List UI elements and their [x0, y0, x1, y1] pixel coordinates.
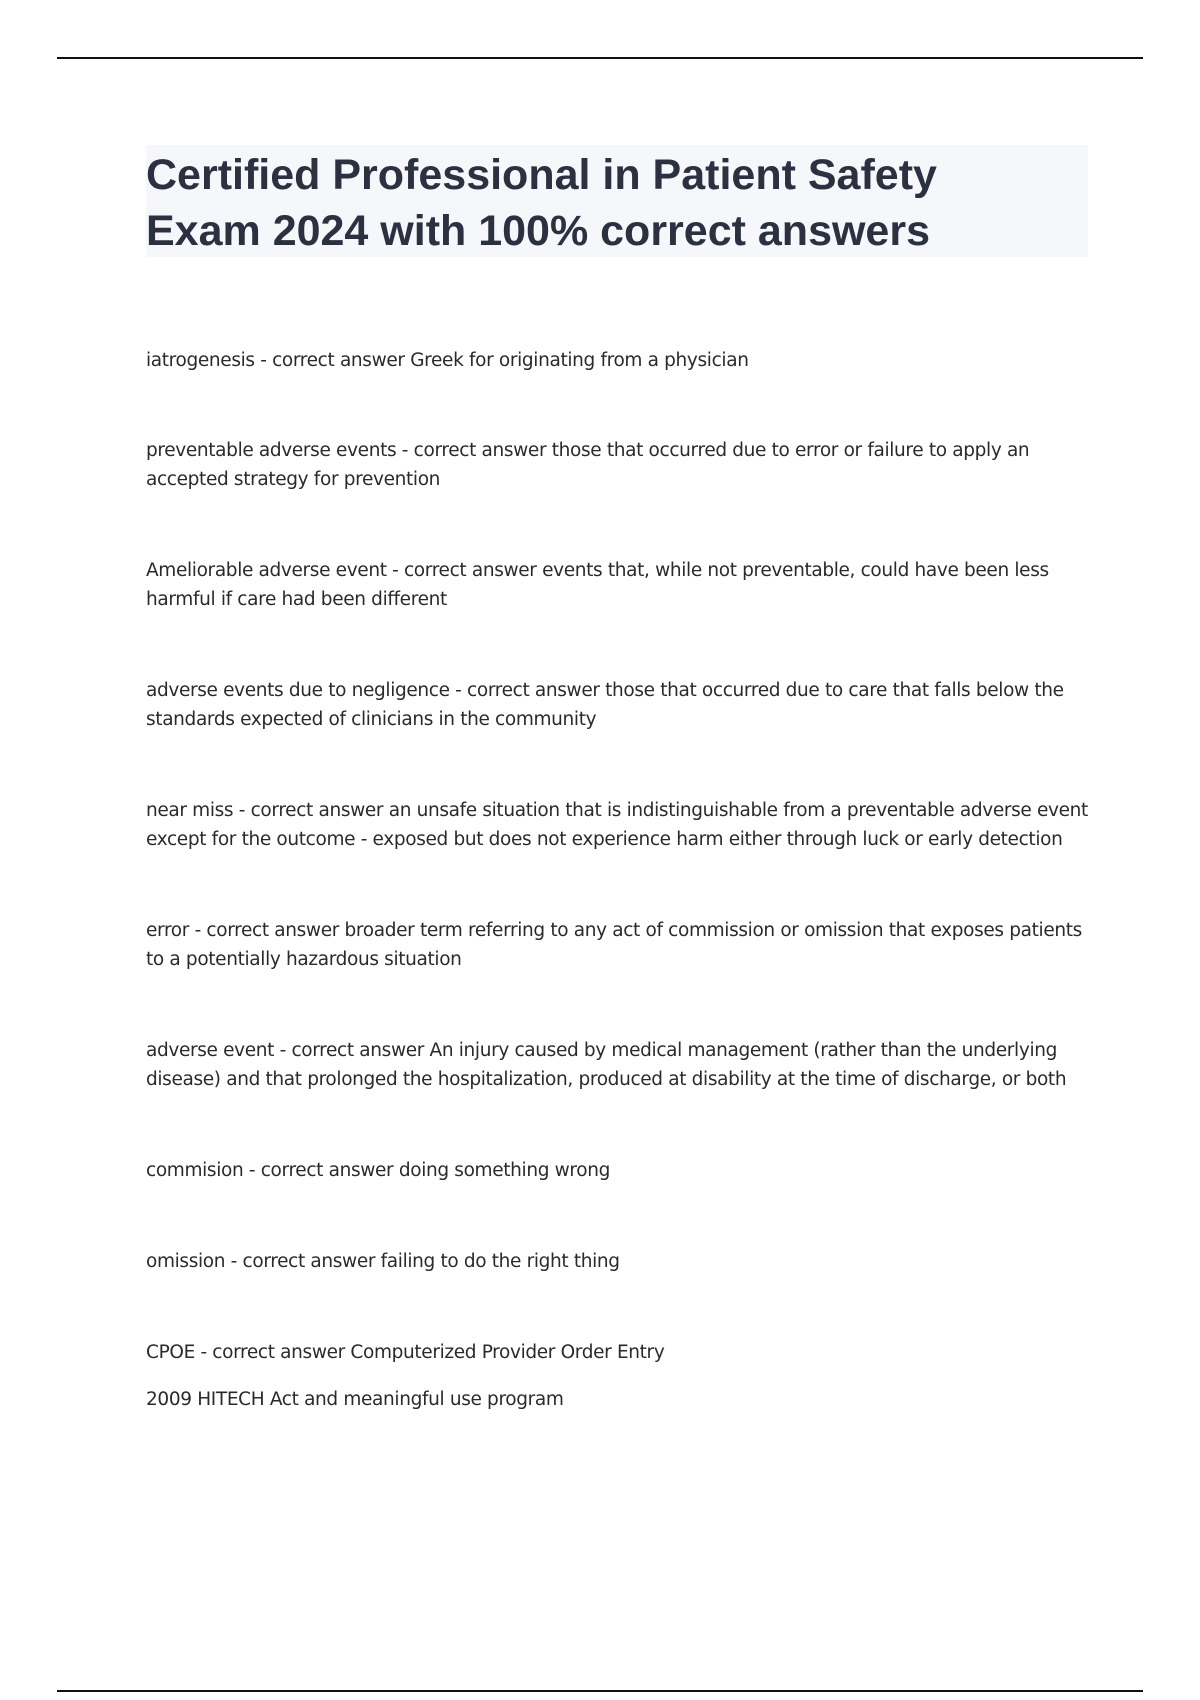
document-title — [146, 145, 1088, 257]
qa-entry-negligence: adverse events due to negligence - correct answer those that occurred due to care that falls below the standards expected of clinicians in the community — [146, 680, 1064, 730]
qa-entry-cpoe: CPOE - correct answer Computerized Provider Order Entry — [146, 1342, 665, 1363]
title-line-1: Certified Professional in Patient Safety — [146, 151, 937, 199]
qa-entry-hitech: 2009 HITECH Act and meaningful use program — [146, 1389, 564, 1410]
qa-entry-commision: commision - correct answer doing something wrong — [146, 1160, 610, 1181]
qa-entry-iatrogenesis: iatrogenesis - correct answer Greek for originating from a physician — [146, 350, 749, 371]
title-line-2: Exam 2024 with 100% correct answers — [146, 207, 930, 255]
qa-entry-omission: omission - correct answer failing to do the right thing — [146, 1251, 620, 1272]
qa-entry-preventable-adverse-events: preventable adverse events - correct answer those that occurred due to error or failure to apply an accepted strategy for prevention — [146, 440, 1030, 490]
bottom-rule — [57, 1690, 1143, 1692]
qa-entry-near-miss: near miss - correct answer an unsafe situation that is indistinguishable from a preventable adverse event except for the outcome - exposed but does not experience harm either through luck or early detection — [146, 800, 1088, 850]
top-rule — [57, 57, 1143, 59]
qa-entry-adverse-event: adverse event - correct answer An injury caused by medical management (rather than the underlying disease) and that prolonged the hospitalization, produced at disability at the time of discharge, or both — [146, 1040, 1067, 1090]
qa-entry-ameliorable-adverse-event: Ameliorable adverse event - correct answer events that, while not preventable, could have been less harmful if care had been different — [146, 560, 1049, 610]
qa-entry-error: error - correct answer broader term referring to any act of commission or omission that exposes patients to a potentially hazardous situation — [146, 920, 1082, 970]
